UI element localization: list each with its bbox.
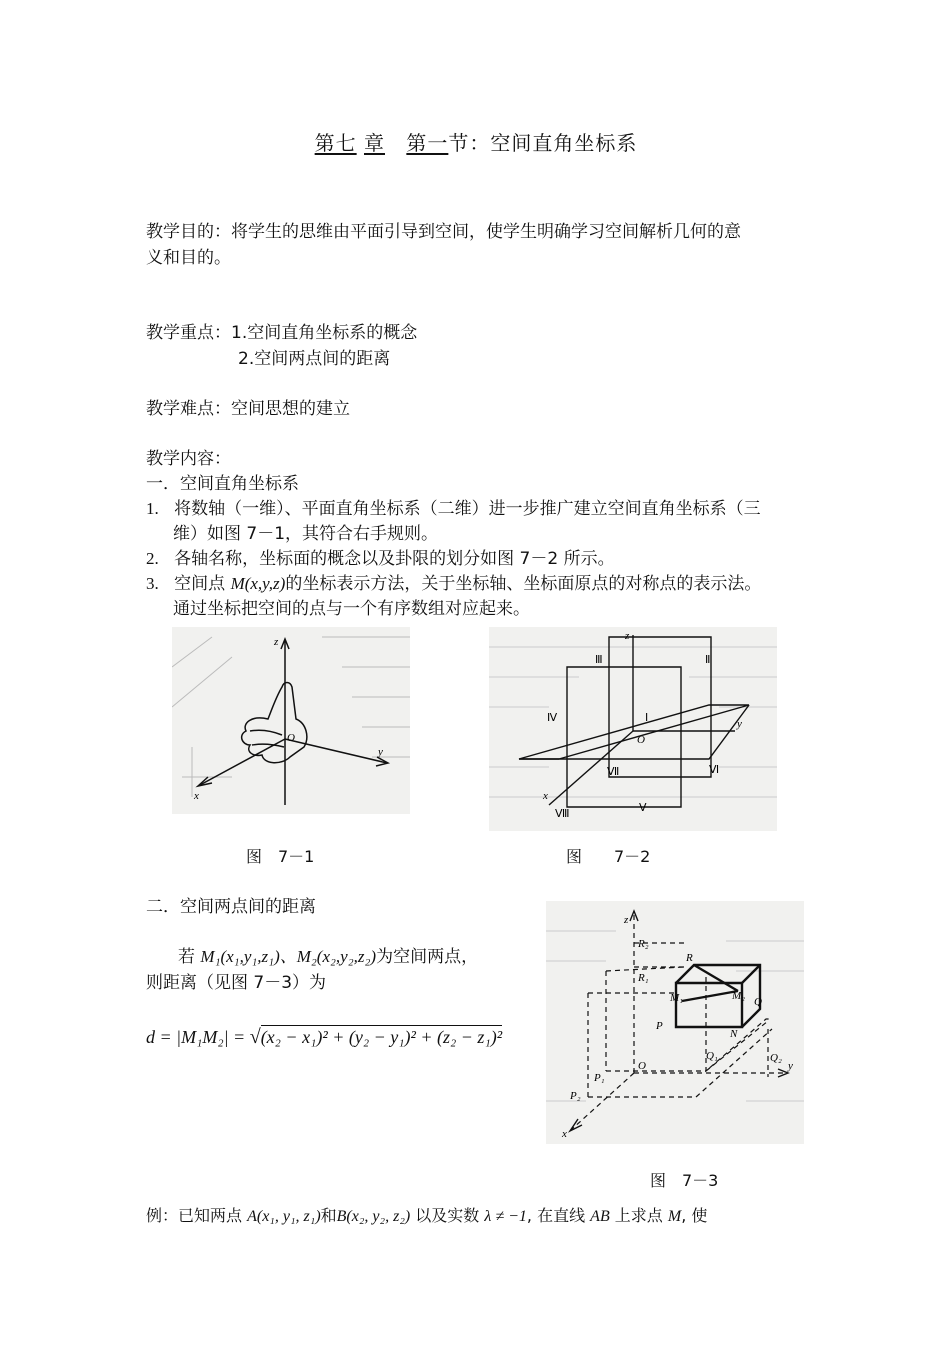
fig2-x-label: x bbox=[543, 790, 548, 802]
fig1-y-label: y bbox=[378, 746, 383, 758]
distance-text-line1 bbox=[178, 942, 478, 967]
list-item-2-line1: 各轴名称，坐标面的概念以及卦限的划分如图 7－2 所示。 bbox=[174, 549, 615, 569]
point-a: A(x₁, y₁, z₁) bbox=[247, 1208, 321, 1225]
fig3-m2-label: M₂ bbox=[732, 990, 745, 1002]
list-item-1 bbox=[146, 494, 761, 519]
list-num-1: 1. bbox=[146, 499, 159, 518]
fig2-octant-6: Ⅵ bbox=[709, 764, 720, 776]
figure-7-2-caption: 图 7－2 bbox=[566, 847, 651, 866]
figure-7-1 bbox=[172, 627, 410, 814]
section2-heading: 二．空间两点间的距离 bbox=[146, 897, 316, 917]
distance-text-pre: 若 bbox=[178, 947, 201, 967]
fig1-z-label: z bbox=[274, 636, 279, 648]
list-item-3-pre: 空间点 bbox=[174, 574, 231, 594]
key-point-1: 1.空间直角坐标系的概念 bbox=[231, 323, 418, 343]
fig3-origin-label: O bbox=[638, 1060, 646, 1072]
title-chapter: 第七 bbox=[314, 131, 357, 155]
lambda-condition: λ ≠ −1 bbox=[484, 1208, 527, 1225]
fig2-octant-7: Ⅶ bbox=[607, 766, 620, 778]
title-section-name: 节：空间直角坐标系 bbox=[448, 131, 638, 155]
fig3-q2-label: Q₂ bbox=[770, 1052, 782, 1064]
list-item-2 bbox=[146, 544, 615, 569]
example-mid3: , 在直线 bbox=[526, 1206, 591, 1225]
fig3-x-label: x bbox=[562, 1128, 567, 1140]
fig3-y-label: y bbox=[788, 1060, 793, 1072]
fig2-origin-label: O bbox=[637, 734, 645, 746]
example-mid2: 以及实数 bbox=[410, 1206, 485, 1225]
content-label: 教学内容： bbox=[146, 449, 231, 469]
list-item-3-post: 的坐标表示方法，关于坐标轴、坐标面原点的对称点的表示法。 bbox=[285, 574, 762, 594]
formula-lhs: d = |M₁M₂| = bbox=[146, 1027, 250, 1047]
fig2-octant-2: Ⅱ bbox=[705, 654, 711, 666]
key-points bbox=[146, 318, 417, 343]
list-num-3: 3. bbox=[146, 574, 159, 593]
example-mid4: 上求点 bbox=[609, 1206, 668, 1225]
figure-7-1-drawing bbox=[172, 627, 410, 814]
example-line bbox=[146, 1203, 707, 1226]
fig3-r-label: R bbox=[686, 952, 693, 964]
point-m: M bbox=[667, 1208, 682, 1225]
fig2-y-label: y bbox=[737, 718, 742, 730]
fig3-q1-label: Q₁ bbox=[706, 1050, 718, 1062]
fig3-m1-label: M₁ bbox=[670, 992, 683, 1004]
figure-7-2-drawing bbox=[489, 627, 777, 831]
title-chapter-suffix: 章 bbox=[364, 131, 385, 155]
fig3-r1-label: R₁ bbox=[638, 972, 649, 984]
key-point-2: 2.空间两点间的距离 bbox=[238, 349, 391, 369]
list-item-1-line2: 维）如图 7－1，其符合右手规则。 bbox=[173, 524, 439, 544]
list-item-3 bbox=[146, 569, 761, 594]
figure-7-2 bbox=[489, 627, 777, 831]
figure-7-3-caption: 图 7－3 bbox=[650, 1171, 719, 1190]
list-item-3-line2: 通过坐标把空间的点与一个有序数组对应起来。 bbox=[173, 599, 530, 619]
points-notation: M₁(x₁,y₁,z₁)、M₂(x₂,y₂,z₂) bbox=[200, 947, 377, 966]
example-post: , 使 bbox=[681, 1206, 708, 1225]
objective-line2: 义和目的。 bbox=[146, 248, 231, 268]
figure-7-3 bbox=[546, 901, 804, 1144]
fig1-origin-label: O bbox=[287, 732, 295, 744]
fig3-z-label: z bbox=[624, 914, 629, 926]
section1-heading: 一．空间直角坐标系 bbox=[146, 474, 299, 494]
figure-7-3-drawing bbox=[546, 901, 804, 1144]
fig2-z-label: z bbox=[625, 630, 630, 642]
sqrt-symbol: √ bbox=[249, 1026, 261, 1048]
fig2-octant-5: Ⅴ bbox=[639, 802, 647, 814]
example-and: 和 bbox=[320, 1206, 337, 1225]
objective-line1: 教学目的：将学生的思维由平面引导到空间，使学生明确学习空间解析几何的意 bbox=[146, 222, 741, 242]
fig3-q-label: Q bbox=[754, 996, 762, 1008]
fig3-p-label: P bbox=[656, 1020, 663, 1032]
example-pre: 例：已知两点 bbox=[146, 1206, 248, 1225]
fig1-x-label: x bbox=[194, 790, 199, 802]
list-item-1-line1: 将数轴（一维）、平面直角坐标系（二维）进一步推广建立空间直角坐标系（三 bbox=[174, 499, 761, 519]
fig2-octant-4: Ⅳ bbox=[547, 712, 558, 724]
line-ab: AB bbox=[590, 1208, 610, 1225]
fig3-p2-label: P₂ bbox=[570, 1090, 581, 1102]
fig2-octant-3: Ⅲ bbox=[595, 654, 603, 666]
point-b: B(x₂, y₂, z₂) bbox=[336, 1208, 411, 1225]
distance-text-post: 为空间两点， bbox=[376, 947, 479, 967]
distance-formula bbox=[146, 1026, 502, 1049]
distance-text-line2: 则距离（见图 7－3）为 bbox=[146, 973, 327, 993]
formula-radicand: (x₂ − x₁)² + (y₂ − y₁)² + (z₂ − z₁)² bbox=[260, 1027, 503, 1047]
fig2-octant-1: Ⅰ bbox=[645, 712, 649, 724]
key-points-label: 教学重点： bbox=[146, 323, 231, 343]
difficulty: 教学难点：空间思想的建立 bbox=[146, 399, 350, 419]
fig2-octant-8: Ⅷ bbox=[555, 808, 570, 820]
fig3-r2-label: R₂ bbox=[638, 938, 649, 950]
figure-7-1-caption: 图 7－1 bbox=[246, 847, 315, 866]
fig3-p1-label: P₁ bbox=[594, 1072, 605, 1084]
point-notation: M(x,y,z) bbox=[230, 574, 286, 593]
page-title bbox=[0, 127, 952, 156]
list-num-2: 2. bbox=[146, 549, 159, 568]
title-section: 第一 bbox=[406, 131, 449, 155]
fig3-n-label: N bbox=[730, 1028, 738, 1040]
